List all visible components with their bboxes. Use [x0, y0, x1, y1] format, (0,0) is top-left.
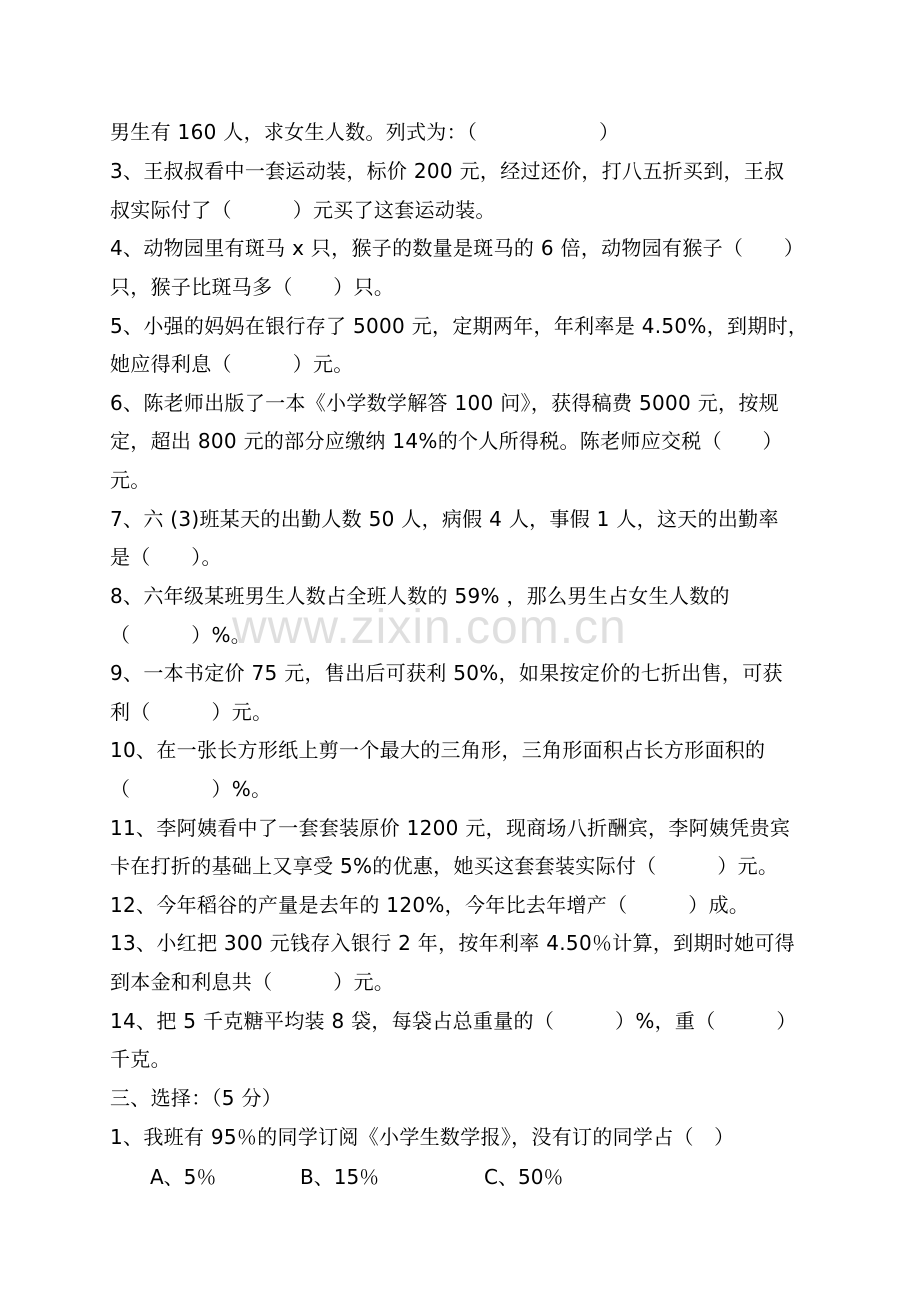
question-3-line-2: 叔实际付了（ ）元买了这套运动装。 — [110, 198, 496, 222]
question-6-line-1: 6、陈老师出版了一本《小学数学解答 100 问》，获得稿费 5000 元，按规 — [110, 391, 779, 415]
question-9-line-2: 利（ ）元。 — [110, 700, 273, 724]
line-boys-count: 男生有 160 人，求女生人数。列式为：（ ） — [110, 120, 620, 144]
question-3-line-1: 3、王叔叔看中一套运动装，标价 200 元，经过还价，打八五折买到，王叔 — [110, 159, 785, 183]
question-8-line-1: 8、六年级某班男生人数占全班人数的 59% ，那么男生占女生人数的 — [110, 584, 730, 608]
choice-option-c: C、50％ — [484, 1165, 564, 1189]
question-14-line-2: 千克。 — [110, 1047, 171, 1071]
question-14-line-1: 14、把 5 千克糖平均装 8 袋，每袋占总重量的（ ）%，重（ ） — [110, 1009, 797, 1033]
question-5-line-2: 她应得利息（ ）元。 — [110, 352, 354, 376]
question-13-line-1: 13、小红把 300 元钱存入银行 2 年，按年利率 4.50％计算，到期时她可得 — [110, 931, 795, 955]
question-12-line-1: 12、今年稻谷的产量是去年的 120%，今年比去年增产（ ）成。 — [110, 893, 750, 917]
section-3-heading: 三、选择：（5 分） — [110, 1086, 283, 1110]
choice-options — [150, 1158, 563, 1196]
question-9-line-1: 9、一本书定价 75 元，售出后可获利 50%，如果按定价的七折出售，可获 — [110, 661, 783, 685]
question-6-line-2: 定，超出 800 元的部分应缴纳 14%的个人所得税。陈老师应交税（ ） — [110, 429, 783, 453]
question-8-line-2: （ ）%。 — [110, 623, 252, 647]
question-4-line-1: 4、动物园里有斑马 x 只，猴子的数量是斑马的 6 倍，动物园有猴子（ ） — [110, 236, 805, 260]
question-10-line-2: （ ）%。 — [110, 777, 272, 801]
choice-option-a: A、5％ — [150, 1165, 217, 1189]
question-13-line-2: 到本金和利息共（ ）元。 — [110, 970, 395, 994]
question-7-line-2: 是（ ）。 — [110, 545, 222, 569]
question-10-line-1: 10、在一张长方形纸上剪一个最大的三角形，三角形面积占长方形面积的 — [110, 738, 766, 762]
question-11-line-1: 11、李阿姨看中了一套套装原价 1200 元，现商场八折酬宾，李阿姨凭贵宾 — [110, 816, 791, 840]
choice-option-b: B、15％ — [300, 1165, 380, 1189]
question-4-line-2: 只，猴子比斑马多（ ）只。 — [110, 275, 395, 299]
question-11-line-2: 卡在打折的基础上又享受 5%的优惠，她买这套套装实际付（ ）元。 — [110, 854, 779, 878]
question-5-line-1: 5、小强的妈妈在银行存了 5000 元，定期两年，年利率是 4.50%，到期时， — [110, 314, 809, 338]
watermark-text: www.zixin.com.cn — [232, 601, 627, 654]
question-6-line-3: 元。 — [110, 468, 151, 492]
question-7-line-1: 7、六 (3)班某天的出勤人数 50 人，病假 4 人，事假 1 人，这天的出勤率 — [110, 507, 779, 531]
choice-question-1: 1、我班有 95％的同学订阅《小学生数学报》，没有订的同学占（ ） — [110, 1125, 735, 1149]
